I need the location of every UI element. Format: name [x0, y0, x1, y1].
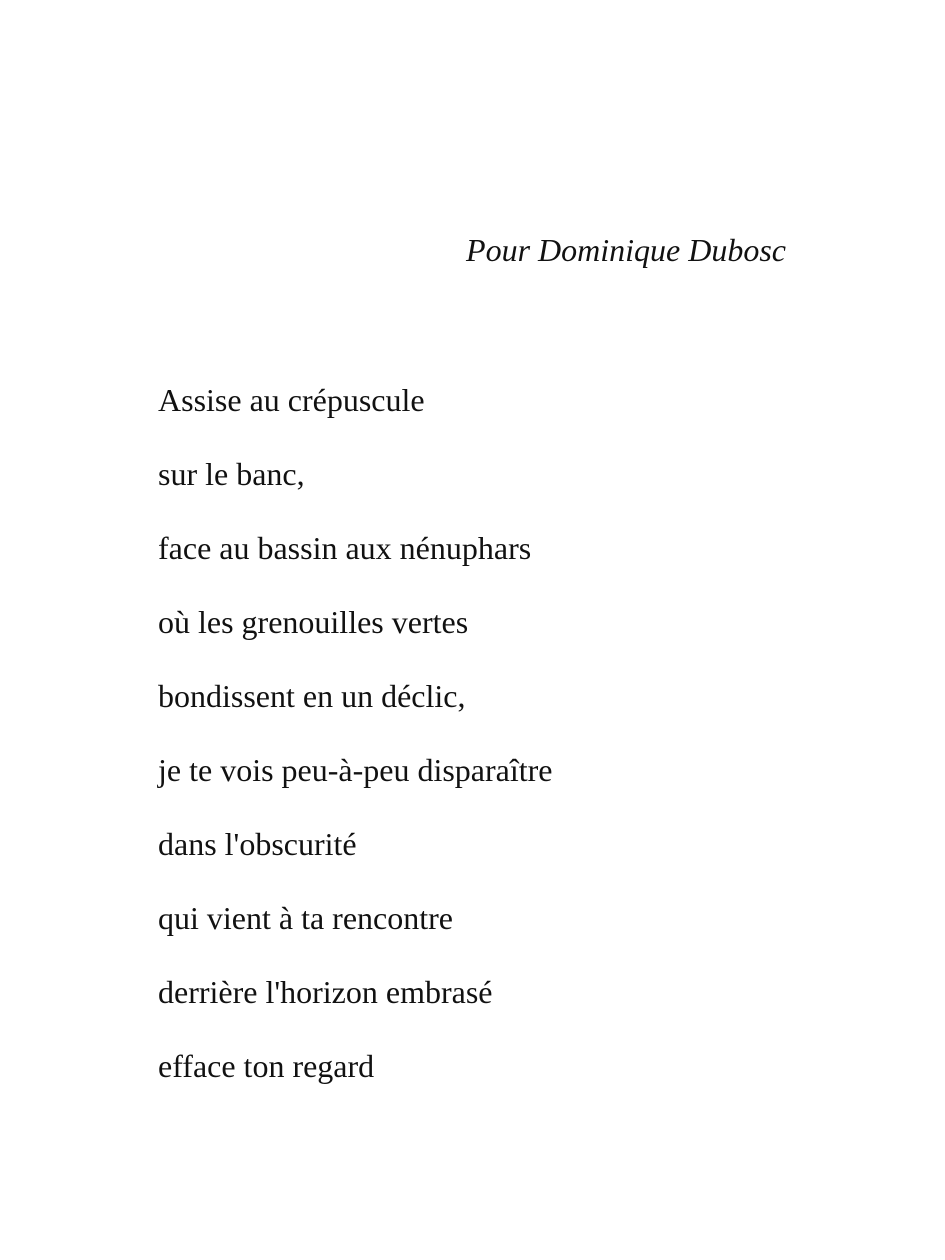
poem-line: qui vient à ta rencontre — [158, 900, 453, 936]
poem-line: je te vois peu-à-peu disparaître — [158, 752, 553, 788]
poem-line: dans l'obscurité — [158, 826, 357, 862]
dedication: Pour Dominique Dubosc — [466, 232, 786, 268]
poem-line: sur le banc, — [158, 456, 305, 492]
poem-line: bondissent en un déclic, — [158, 678, 466, 714]
poem — [158, 380, 553, 1120]
poem-line: où les grenouilles vertes — [158, 604, 469, 640]
poem-line: Assise au crépuscule — [158, 382, 425, 418]
poem-line: derrière l'horizon embrasé — [158, 974, 493, 1010]
poem-line: efface ton regard — [158, 1048, 375, 1084]
poem-line: face au bassin aux nénuphars — [158, 530, 532, 566]
